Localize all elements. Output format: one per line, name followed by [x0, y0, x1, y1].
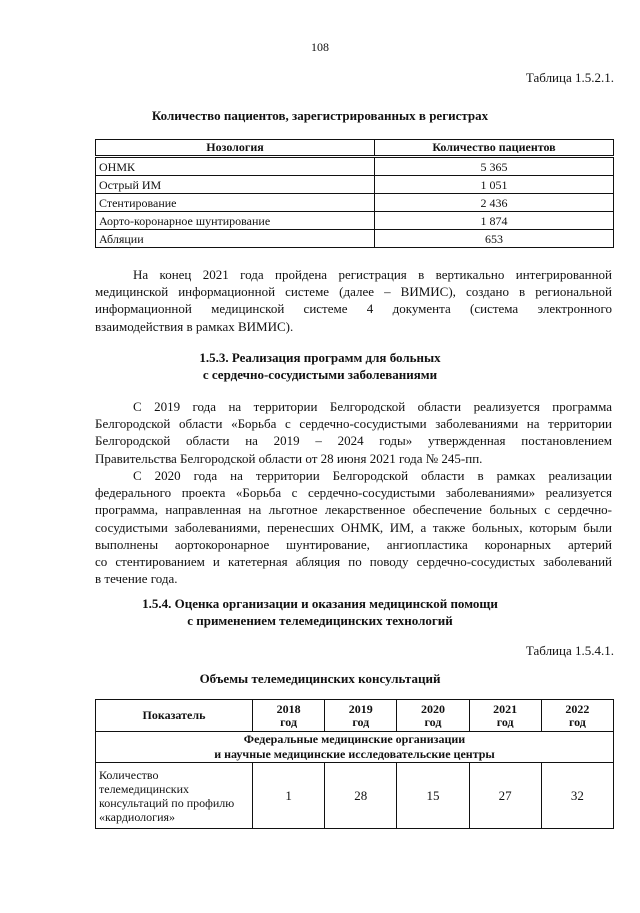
header-year: 2020 год [397, 700, 469, 732]
table-label-1541: Таблица 1.5.4.1. [525, 643, 614, 658]
nosology-cell: Абляции [96, 230, 375, 248]
telemedicine-table [95, 699, 614, 829]
table-header-row [96, 140, 614, 157]
paragraph-line: На конец 2021 года пройдена регистрация в вертикально интегрированной [133, 267, 612, 282]
nosology-cell: ОНМК [96, 157, 375, 176]
paragraph-line: Белгородской области на 2019 – 2024 годы» утвержденная постановлением [95, 433, 612, 449]
page-number: 108 [311, 40, 329, 54]
nosology-cell: Острый ИМ [96, 176, 375, 194]
registry-table [95, 139, 614, 248]
header-patient-count: Количество пациентов [375, 140, 614, 157]
value-cell: 28 [325, 763, 397, 829]
section-heading-line: с применением телемедицинских технологий [187, 613, 453, 628]
indicator-cell: Количество телемедицинских консультаций по профилю «кардиология» [96, 763, 253, 829]
table-subheader-row [96, 732, 614, 763]
table-row [96, 230, 614, 248]
paragraph-program-2020 [95, 467, 612, 587]
paragraph-line: информационной медицинской системе 4 документа (система электронного [95, 301, 612, 317]
paragraph-line: в течение года. [95, 571, 178, 587]
paragraph-line: со стентированием и катетерная абляция по поводу сердечно-сосудистых заболеваний [95, 554, 612, 570]
section-heading-154 [0, 595, 640, 629]
subheader-federal-organizations: Федеральные медицинские организации и научные медицинские исследовательские центры [96, 732, 614, 763]
table-row [96, 212, 614, 230]
value-cell: 15 [397, 763, 469, 829]
paragraph-vimis [95, 266, 612, 335]
header-year: 2022 год [541, 700, 613, 732]
patient-count-cell: 5 365 [375, 157, 614, 176]
table-header-row [96, 700, 614, 732]
table-row [96, 176, 614, 194]
paragraph-program-2019 [95, 398, 612, 467]
paragraph-line: С 2019 года на территории Белгородской области реализуется программа [133, 399, 612, 414]
paragraph-line: Правительства Белгородской области от 28 июня 2021 года № 245-пп. [95, 450, 483, 466]
patient-count-cell: 1 051 [375, 176, 614, 194]
value-cell: 27 [469, 763, 541, 829]
section-heading-153 [0, 349, 640, 383]
table-row [96, 194, 614, 212]
value-cell: 32 [541, 763, 613, 829]
header-nosology: Нозология [96, 140, 375, 157]
value-cell: 1 [253, 763, 325, 829]
paragraph-line: Белгородской области «Борьба с сердечно-сосудистыми заболеваниями на территории [95, 416, 612, 432]
header-year: 2018 год [253, 700, 325, 732]
section-heading-line: 1.5.3. Реализация программ для больных [199, 350, 441, 365]
patient-count-cell: 2 436 [375, 194, 614, 212]
header-indicator: Показатель [96, 700, 253, 732]
table-title-registry: Количество пациентов, зарегистрированных в регистрах [151, 108, 489, 123]
header-year: 2021 год [469, 700, 541, 732]
table-row [96, 763, 614, 829]
table-title-telemedicine: Объемы телемедицинских консультаций [199, 671, 441, 686]
paragraph-line: сосудистыми заболеваниями, перенесших ОНМК, ИМ, а также больных, которым были [95, 519, 612, 535]
paragraph-line: взаимодействия в рамках ВИМИС). [95, 318, 294, 334]
table-label-1521: Таблица 1.5.2.1. [525, 70, 614, 85]
patient-count-cell: 1 874 [375, 212, 614, 230]
paragraph-line: федерального проекта «Борьба с сердечно-сосудистыми заболеваниями» реализуется [95, 485, 612, 501]
section-heading-line: с сердечно-сосудистыми заболеваниями [202, 367, 438, 382]
nosology-cell: Аорто-коронарное шунтирование [96, 212, 375, 230]
section-heading-line: 1.5.4. Оценка организации и оказания медицинской помощи [142, 596, 498, 611]
paragraph-line: выполнены аортокоронарное шунтирование, ангиопластика коронарных артерий [95, 536, 612, 552]
paragraph-line: медицинской информационной системе (далее – ВИМИС), создано в региональной [95, 284, 612, 300]
patient-count-cell: 653 [375, 230, 614, 248]
header-year: 2019 год [325, 700, 397, 732]
paragraph-line: С 2020 года на территории Белгородской области в рамках реализации [133, 468, 612, 483]
table-row [96, 157, 614, 176]
paragraph-line: программа, направленная на льготное лекарственное обеспечение больных с сердечно- [95, 502, 612, 518]
nosology-cell: Стентирование [96, 194, 375, 212]
